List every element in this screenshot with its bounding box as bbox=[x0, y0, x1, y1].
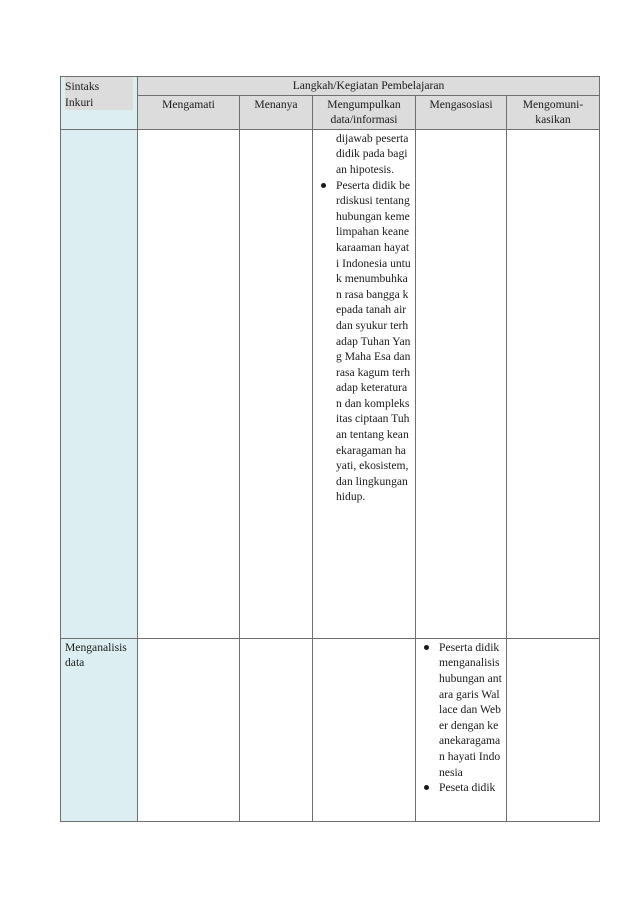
row2-bullet-2: Peseta didik bbox=[420, 780, 502, 796]
row1-mengasosiasi bbox=[416, 129, 507, 638]
row1-menanya bbox=[240, 129, 313, 638]
row1-mengomunikasikan bbox=[507, 129, 600, 638]
row1-cont-text: dijawab peserta didik pada bagian hipotesis. bbox=[336, 131, 409, 176]
row1-mengamati bbox=[138, 129, 240, 638]
row2-menanya bbox=[240, 638, 313, 821]
row2-bullet-1: Peserta didik menganalisis hubungan antara garis Wallace dan Weber dengan keanekaragaman hayati Indonesia bbox=[420, 640, 502, 780]
row1-sintaks bbox=[61, 129, 138, 638]
sintaks-header: Sintaks Inkuri bbox=[65, 77, 133, 110]
row2-sintaks: Menganalisis data bbox=[61, 638, 138, 821]
col-menanya: Menanya bbox=[240, 95, 313, 129]
row2-mengamati bbox=[138, 638, 240, 821]
row2-mengomunikasikan bbox=[507, 638, 600, 821]
row2-mengumpulkan bbox=[313, 638, 416, 821]
col-mengumpulkan: Mengumpulkan data/informasi bbox=[313, 95, 416, 129]
col-mengomunikasikan: Mengomuni-kasikan bbox=[507, 95, 600, 129]
row2-mengasosiasi bbox=[416, 638, 507, 821]
col-mengasosiasi: Mengasosiasi bbox=[416, 95, 507, 129]
lesson-plan-table bbox=[60, 76, 600, 822]
group-header: Langkah/Kegiatan Pembelajaran bbox=[138, 77, 600, 96]
sintaks-header-cell bbox=[61, 77, 138, 130]
col-mengamati: Mengamati bbox=[138, 95, 240, 129]
row1-bullet: Peserta didik berdiskusi tentang hubungan kemelimpahan keanekaraaman hayati Indonesia untuk menumbuhkan rasa bangga kepada tanah air dan syukur terhadap Tuhan Yang Maha Esa dan rasa kagum terhadap keteraturan dan kompleksitas ciptaan Tuhan tentang keanekaragaman hayati, ekosistem, dan lingkungan hidup. bbox=[317, 178, 411, 505]
row1-mengumpulkan bbox=[313, 129, 416, 638]
